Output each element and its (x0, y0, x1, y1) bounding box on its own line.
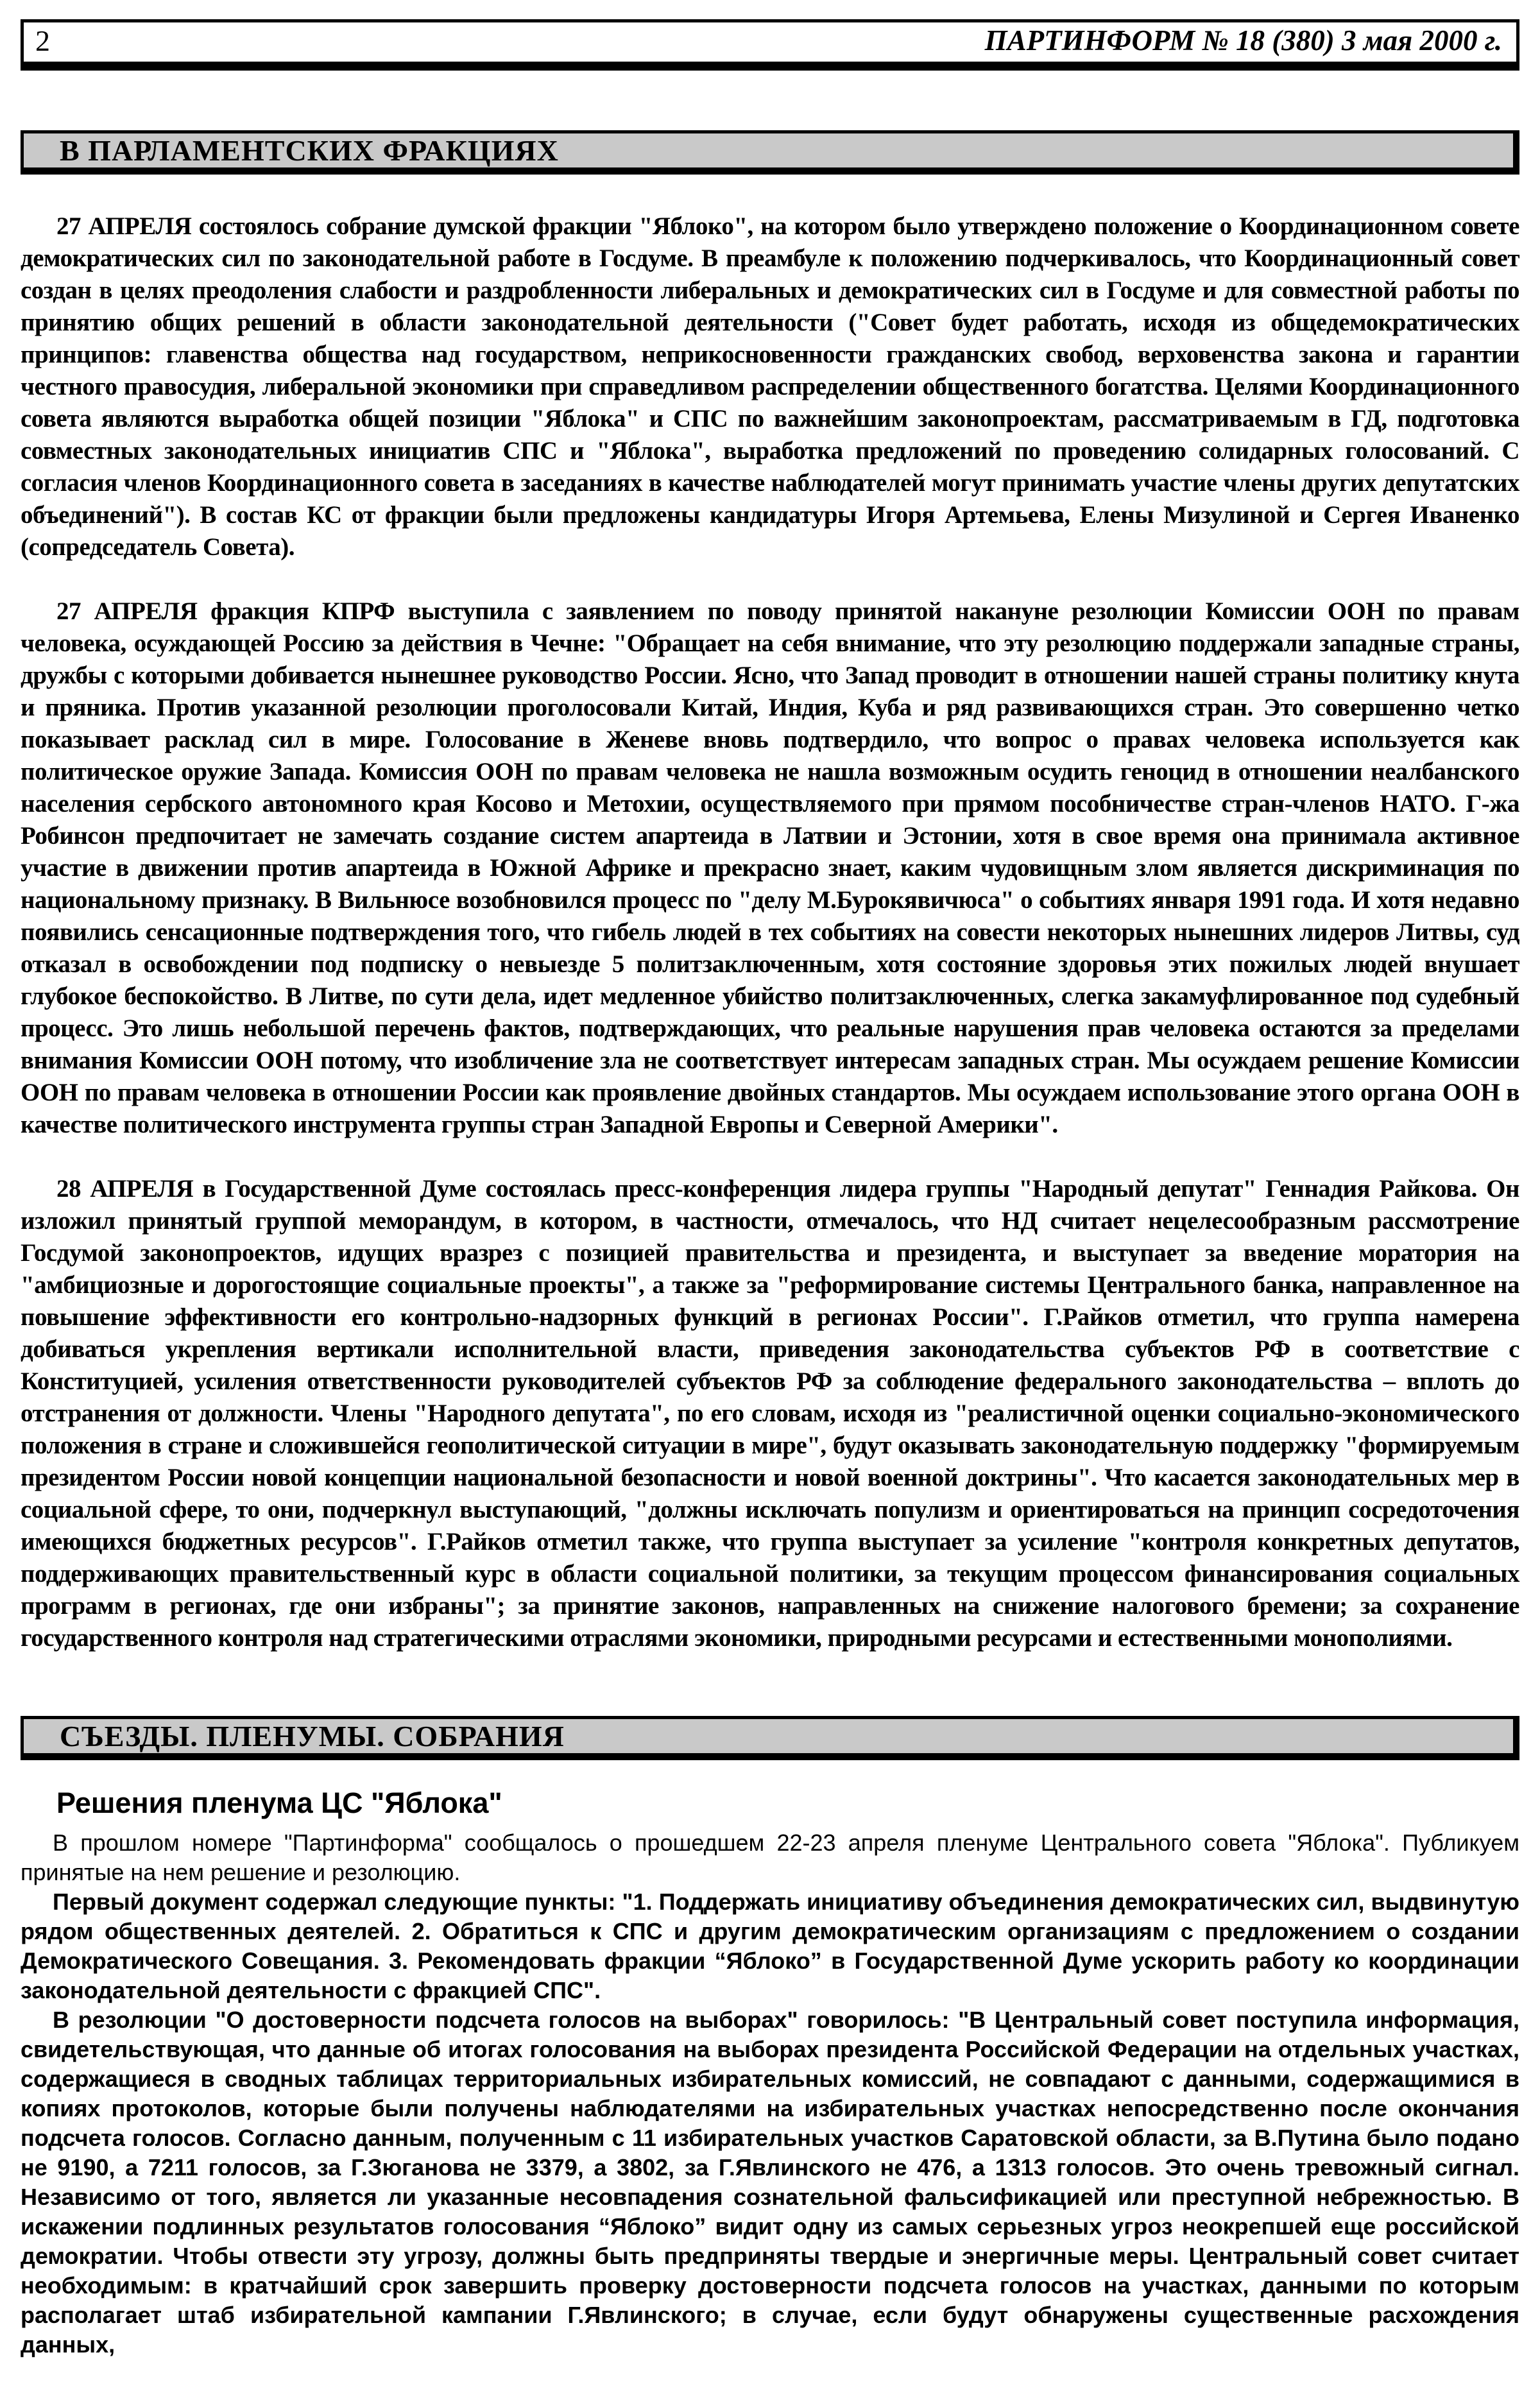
article-paragraph: 27 АПРЕЛЯ фракция КПРФ выступила с заявлением по поводу принятой накануне резолюции Комиссии ООН по правам человека, осуждающей Россию за действия в Чечне: "Обращает на себя внимание, что эту резолюцию поддержали западные страны, дружбы с которыми добивается нынешнее руководство России. Ясно, что Запад проводит в отношении нашей страны политику кнута и пряника. Против указанной резолюции проголосовали Китай, Индия, Куба и ряд развивающихся стран. Это совершенно четко показывает расклад сил в мире. Голосование в Женеве вновь подтвердило, что вопрос о правах человека используется как политическое оружие Запада. Комиссия ООН по правам человека не нашла возможным осудить геноцид в отношении неалбанского населения сербского автономного края Косово и Метохии, осуществляемого при прямом пособничестве стран-членов НАТО. Г-жа Робинсон предпочитает не замечать создание систем апартеида в Латвии и Эстонии, хотя в свое время она принимала активное участие в движении против апартеида в Южной Африке и прекрасно знает, каким чудовищным злом является дискриминация по национальному признаку. В Вильнюсе возобновился процесс по "делу М.Бурокявичюса" о событиях января 1991 года. И хотя недавно появились сенсационные подтверждения того, что гибель людей в тех событиях на совести некоторых нынешних лидеров Литвы, суд отказал в освобождении под подписку о невыезде 5 политзаключенным, хотя состояние здоровья этих пожилых людей внушает глубокое беспокойство. В Литве, по сути дела, идет медленное убийство политзаключенных, слегка закамуфлированное под судебный процесс. Это лишь небольшой перечень фактов, подтверждающих, что реальные нарушения прав человека остаются за пределами внимания Комиссии ООН потому, что изобличение зла не соответствует интересам западных стран. Мы осуждаем решение Комиссии ООН по правам человека в отношении России как проявление двойных стандартов. Мы осуждаем использование этого органа ООН в качестве политического инструмента группы стран Западной Европы и Северной Америки". (21, 597, 1519, 1138)
section-body-congresses-plenums (21, 1828, 1519, 2360)
page-number: 2 (35, 24, 50, 57)
masthead (21, 19, 1519, 71)
article-paragraph: 28 АПРЕЛЯ в Государственной Думе состоялась пресс-конференция лидера группы "Народный депутат" Геннадия Райкова. Он изложил принятый группой меморандум, в котором, в частности, отмечалось, что НД считает нецелесообразным рассмотрение Госдумой законопроектов, идущих вразрез с позицией правительства и президента, и выступает за введение моратория на "амбициозные и дорогостоящие социальные проекты", а также за "реформирование системы Центрального банка, направленное на повышение эффективности его контрольно-надзорных функций в регионах России". Г.Райков отметил, что группа намерена добиваться укрепления вертикали исполнительной власти, приведения законодательства субъектов РФ в соответствие с Конституцией, усиления ответственности руководителей субъектов РФ за соблюдение федерального законодательства – вплоть до отстранения от должности. Члены "Народного депутата", по его словам, исходя из "реалистичной оценки социально-экономического положения в стране и сложившейся геополитической ситуации в мире", будут оказывать законодательную поддержку "формируемым президентом России новой концепции национальной безопасности и новой военной доктрины". Что касается законодательных мер в социальной сфере, то они, подчеркнул выступающий, "должны исключать популизм и ориентироваться на принцип сосредоточения имеющихся бюджетных ресурсов". Г.Райков отметил также, что группа выступает за усиление "контроля конкретных депутатов, поддерживающих правительственный курс в области социальной политики, за текущим процессом финансирования социальных программ в регионах, где они избраны"; за принятие законов, направленных на снижение налогового бремени; за сохранение государственного контроля над стратегическими отраслями экономики, природными ресурсами и естественными монополиями. (21, 1175, 1519, 1652)
section-body-parliament-fractions (21, 210, 1519, 1654)
section-bar-parliament-fractions (21, 130, 1519, 175)
masthead-title: ПАРТИНФОРМ № 18 (380) 3 мая 2000 г. (984, 24, 1502, 56)
section-title: В ПАРЛАМЕНТСКИХ ФРАКЦИЯХ (60, 133, 559, 167)
article-paragraph: Первый документ содержал следующие пункты: "1. Поддержать инициативу объединения демократических сил, выдвинутую рядом общественных деятелей. 2. Обратиться к СПС и другим демократическим организациям с предложением о создании Демократического Совещания. 3. Рекомендовать фракции “Яблоко” в Государственной Думе ускорить работу ко координации законодательной деятельности с фракцией СПС". (21, 1888, 1519, 2003)
article-intro-paragraph: В прошлом номере "Партинформа" сообщалось о прошедшем 22-23 апреля пленуме Центрального совета "Яблока". Публикуем принятые на нем решение и резолюцию. (21, 1829, 1519, 1885)
section-bar-congresses-plenums (21, 1716, 1519, 1760)
article-paragraph: В резолюции "О достоверности подсчета голосов на выборах" говорилось: "В Центральный совет поступила информация, свидетельствующая, что данные об итогах голосования на выборах президента Российской Федерации на отдельных участках, содержащиеся в сводных таблицах территориальных избирательных комиссий, не совпадают с данными, содержащимися в копиях протоколов, которые были получены наблюдателями на избирательных участках непосредственно после окончания подсчета голосов. Согласно данным, полученным с 11 избирательных участков Саратовской области, за В.Путина было подано не 9190, а 7211 голосов, за Г.Зюганова не 3379, а 3802, за Г.Явлинского не 476, а 1313 голосов. Это очень тревожный сигнал. Независимо от того, является ли указанные несовпадения сознательной фальсификацией или преступной небрежностью. В искажении подлинных результатов голосования “Яблоко” видит одну из самых серьезных угроз неокрепшей еще российской демократии. Чтобы отвести эту угрозу, должны быть предприняты твердые и энергичные меры. Центральный совет считает необходимым: в кратчайший срок завершить проверку достоверности подсчета голосов на участках, данными по которым располагает штаб избирательной кампании Г.Явлинского; в случае, если будут обнаружены существенные расхождения данных, (21, 2006, 1519, 2358)
section-title: СЪЕЗДЫ. ПЛЕНУМЫ. СОБРАНИЯ (60, 1719, 565, 1752)
article-subhead: Решения пленума ЦС "Яблока" (56, 1786, 502, 1819)
article-paragraph: 27 АПРЕЛЯ состоялось собрание думской фракции "Яблоко", на котором было утверждено положение о Координационном совете демократических сил по законодательной работе в Госдуме. В преамбуле к положению подчеркивалось, что Координационный совет создан в целях преодоления слабости и раздробленности либеральных и демократических сил в Госдуме и для совместной работы по принятию общих решений в области законодательной деятельности ("Совет будет работать, исходя из общедемократических принципов: главенства общества над государством, неприкосновенности гражданских свобод, верховенства закона и гарантии честного правосудия, либеральной экономики при справедливом распределении общественного богатства. Целями Координационного совета являются выработка общей позиции "Яблока" и СПС по важнейшим законопроектам, рассматриваемым в ГД, подготовка совместных законодательных инициатив СПС и "Яблока", выработка предложений по проведению солидарных голосований. С согласия членов Координационного совета в заседаниях в качестве наблюдателей могут принимать участие члены других депутатских объединений"). В состав КС от фракции были предложены кандидатуры Игоря Артемьева, Елены Мизулиной и Сергея Иваненко (сопредседатель Совета). (21, 212, 1519, 561)
